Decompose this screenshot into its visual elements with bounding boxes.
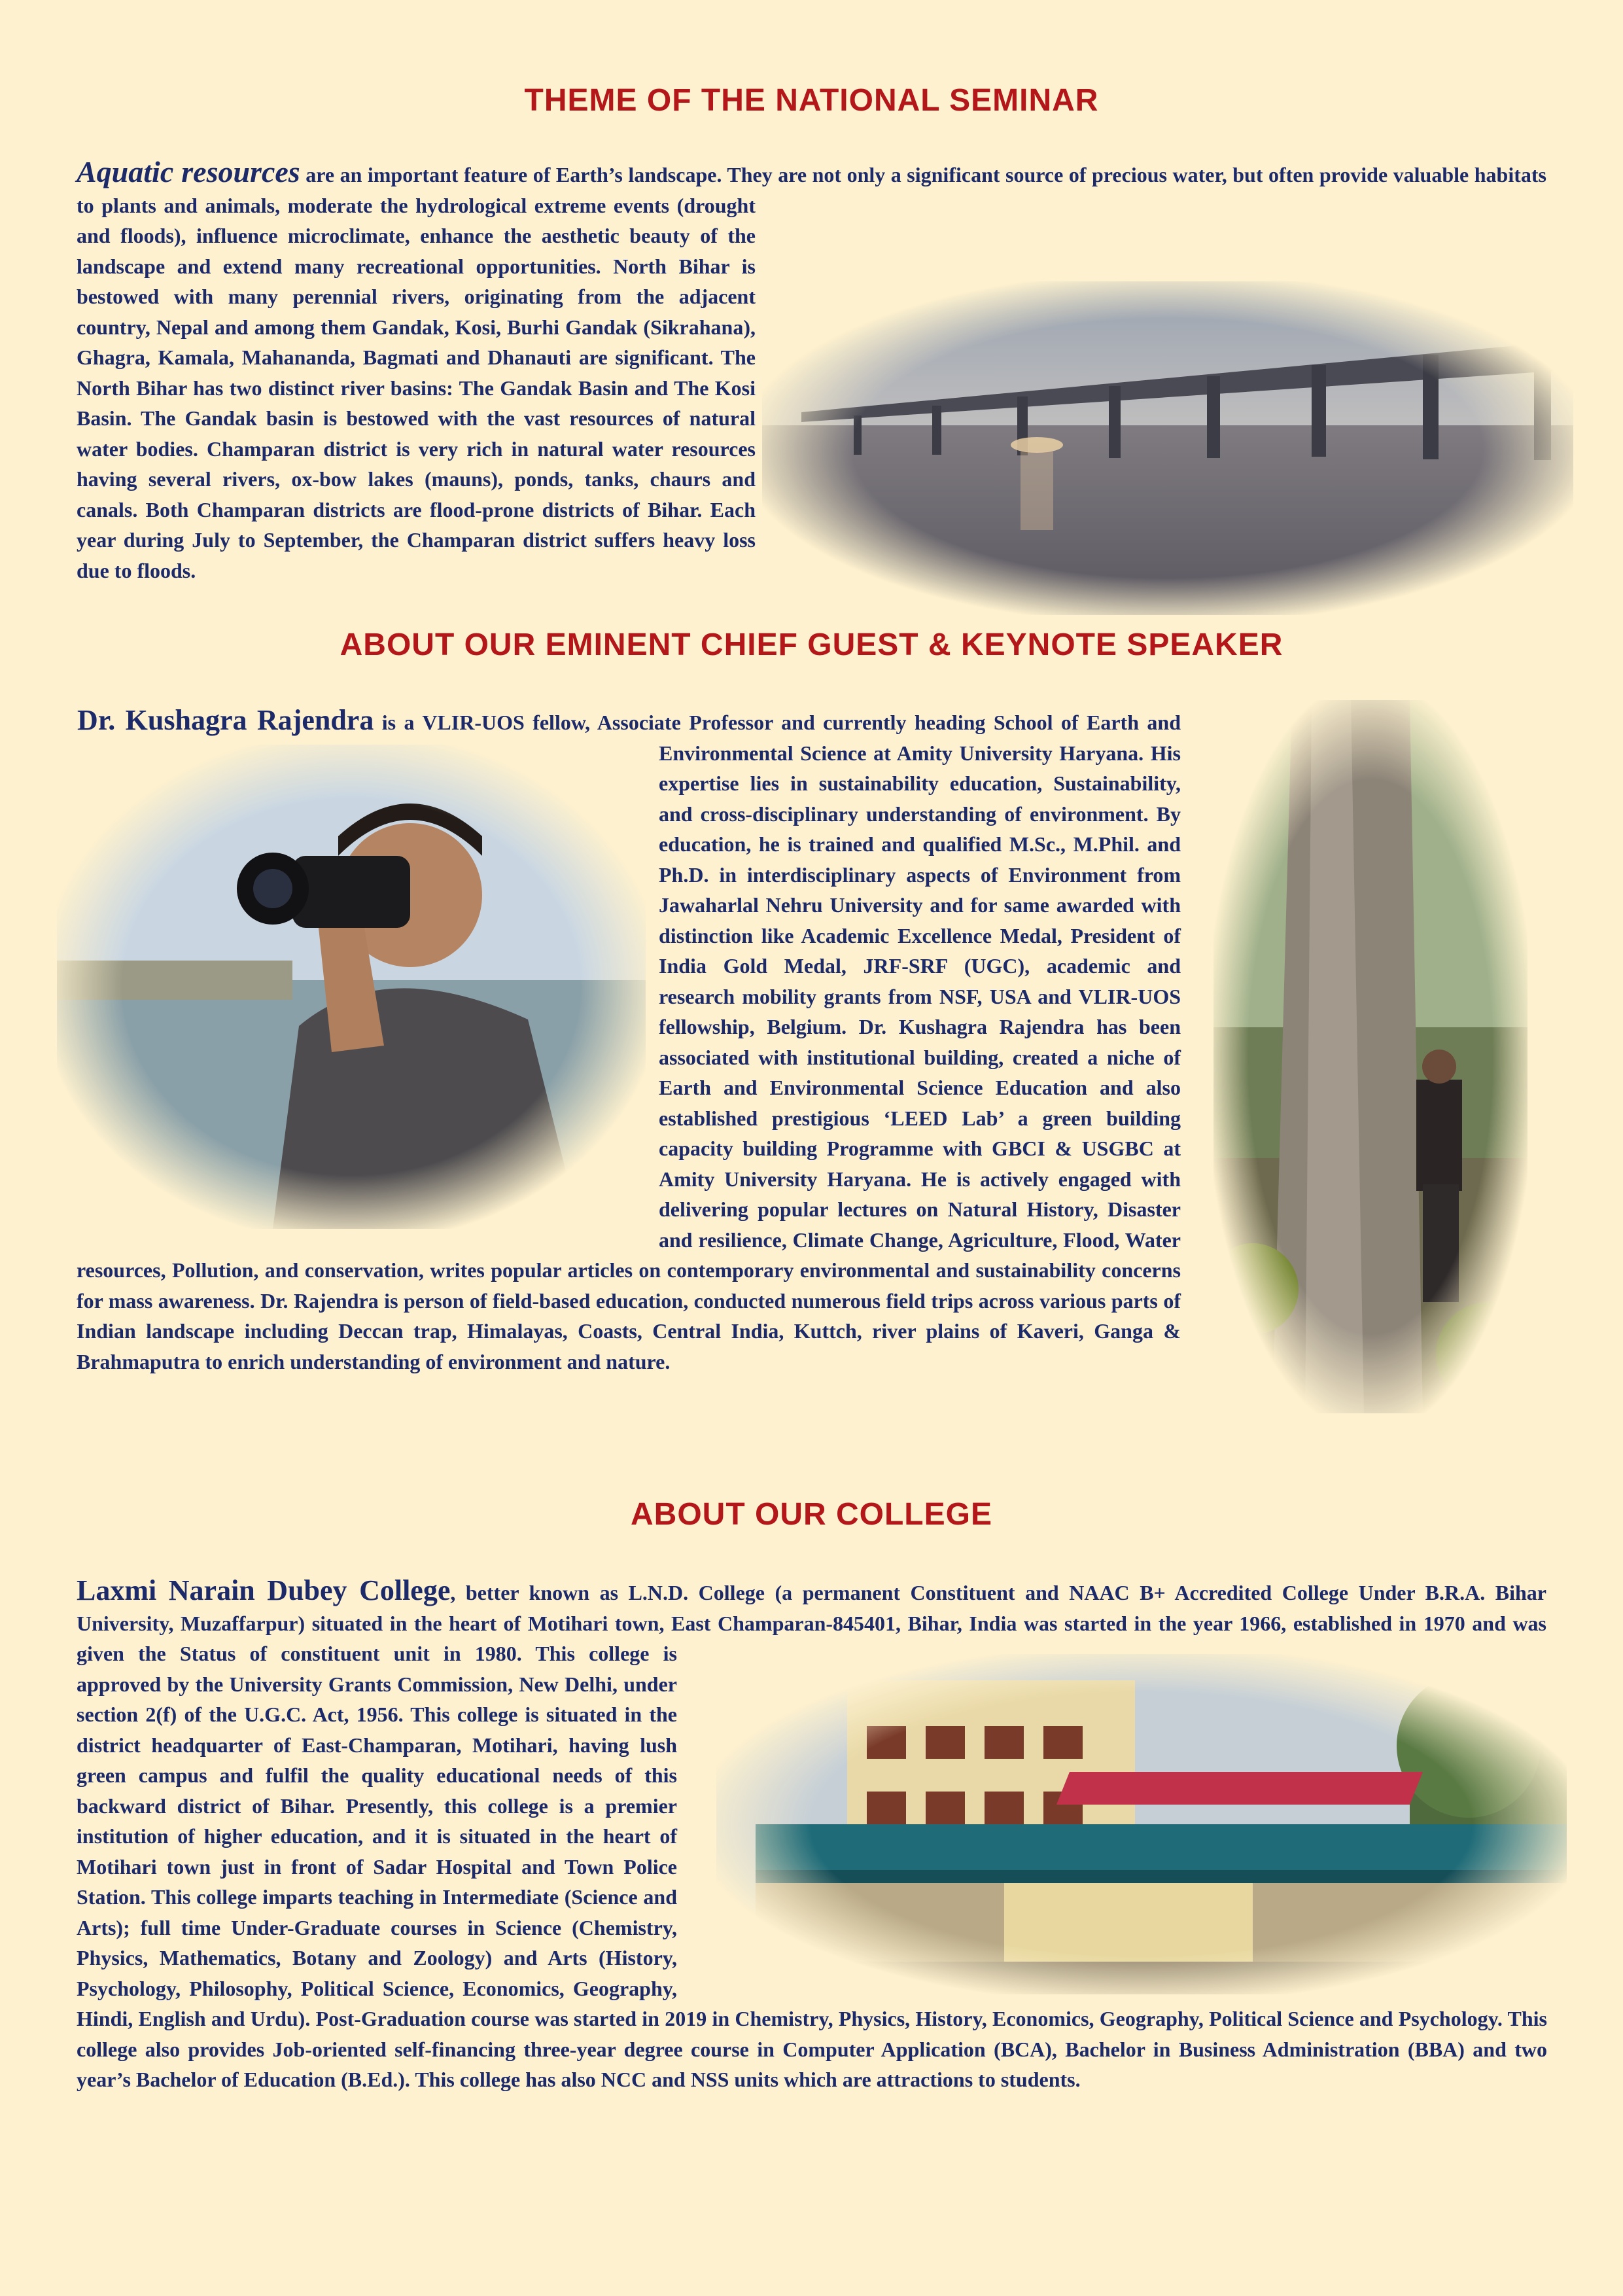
college-lead: Laxmi Narain Dubey College — [77, 1574, 451, 1606]
theme-paragraph — [77, 157, 1547, 589]
college-text: , better known as L.N.D. College (a permanent Constituent and NAAC B+ Accredited College Under B.R.A. Bihar University, Muzaffarpur) situated in the heart of Motihari town, East Champaran-845401, Bihar, India was started in the year 1966, established in 1970 and was given the Status of constituent unit in 1980. This college is approved by the University Grants Commission, New Delhi, under section 2(f) of the U.G.C. Act, 1956. This college is situated in the district headquarter of East-Champaran, Motihari, having lush green campus and fulfil the quality educational needs of this backward district of Bihar. Presently, this college is a premier institution of higher education, and it is situated in the heart of Motihari town just in front of Sadar Hospital and Town Police Station. This college imparts teaching in Intermediate (Science and Arts); full time Under-Graduate courses in Science (Chemistry, Physics, Mathematics, Botany and Zoology) and Arts (History, Psychology, Philosophy, Political Science, Economics, Geography, Hindi, English and Urdu). Post-Graduation course was started in 2019 in Chemistry, Physics, History, Economics, Geography, Political Science and Psychology. This college also provides Job-oriented self-financing three-year degree course in Computer Application (BCA), Bachelor in Business Administration (BBA) and two year’s Bachelor of Education (B.Ed.). This college has also NCC and NSS units which are attractions to students. — [77, 1581, 1547, 2091]
tree-photo — [1213, 700, 1527, 1413]
bridge-image — [762, 281, 1573, 615]
theme-lead: Aquatic resources — [77, 155, 300, 188]
guest-paragraph — [77, 705, 1181, 1477]
college-photo — [716, 1654, 1567, 1994]
tree-image — [1213, 700, 1527, 1413]
guest-heading: ABOUT OUR EMINENT CHIEF GUEST & KEYNOTE SPEAKER — [340, 627, 1283, 662]
guest-text: is a VLIR-UOS fellow, Associate Professor and currently heading School of Earth and Environmental Science at Amity University Haryana. His expertise lies in sustainability education, Sustainability, and cross-disciplinary understanding of environment. By education, he is trained and qualified M.Sc., M.Phil. and Ph.D. in interdisciplinary aspects of Environment from Jawaharlal Nehru University and for same awarded with distinction like Academic Excellence Medal, President of India Gold Medal, JRF-SRF (UGC), academic and research mobility grants from NSF, USA and VLIR-UOS fellowship, Belgium. Dr. Kushagra Rajendra has been associated with institutional building, created a niche of Earth and Environmental Science Education and also established prestigious ‘LEED Lab’ a green building capacity building Programme with GBCI & USGBC at Amity University Haryana. He is actively engaged with delivering popular lectures on Natural History, Disaster and resilience, Climate Change, Agriculture, Flood, Water resources, Pollution, and conservation, writes popular articles on contemporary environmental and sustainability concerns for mass awareness. Dr. Rajendra is person of field-based education, conducted numerous field trips across various parts of Indian landscape including Deccan trap, Himalayas, Coasts, Central India, Kuttch, river plains of Kaveri, Ganga & Brahmaputra to enrich understanding of environment and nature. — [77, 711, 1181, 1373]
photographer-image — [57, 745, 646, 1229]
guest-lead: Dr. Kushagra Rajendra — [77, 704, 374, 736]
college-paragraph — [77, 1576, 1547, 2191]
college-heading: ABOUT OUR COLLEGE — [631, 1497, 992, 1532]
theme-text: are an important feature of Earth’s landscape. They are not only a significant source of precious water, but often provide valuable habitats to plants and animals, moderate the hydrological extreme events (drought and floods), influence microclimate, enhance the aesthetic beauty of the landscape and extend many recreational opportunities. North Bihar is bestowed with many perennial rivers, originating from the adjacent country, Nepal and among them Gandak, Kosi, Burhi Gandak (Sikrahana), Ghagra, Kamala, Mahananda, Bagmati and Dhanauti are significant. The North Bihar has two distinct river basins: The Gandak Basin and The Kosi Basin. The Gandak basin is bestowed with the vast resources of natural water bodies. Champaran district is very rich in natural water resources having several rivers, ox-bow lakes (mauns), ponds, tanks, chaurs and canals. Both Champaran districts are flood-prone districts of Bihar. Each year during July to September, the Champaran district suffers heavy loss due to floods. — [77, 163, 1546, 582]
bridge-photo — [762, 281, 1573, 615]
photographer-photo — [57, 745, 646, 1229]
theme-heading: THEME OF THE NATIONAL SEMINAR — [524, 83, 1099, 118]
college-image — [716, 1654, 1567, 1994]
